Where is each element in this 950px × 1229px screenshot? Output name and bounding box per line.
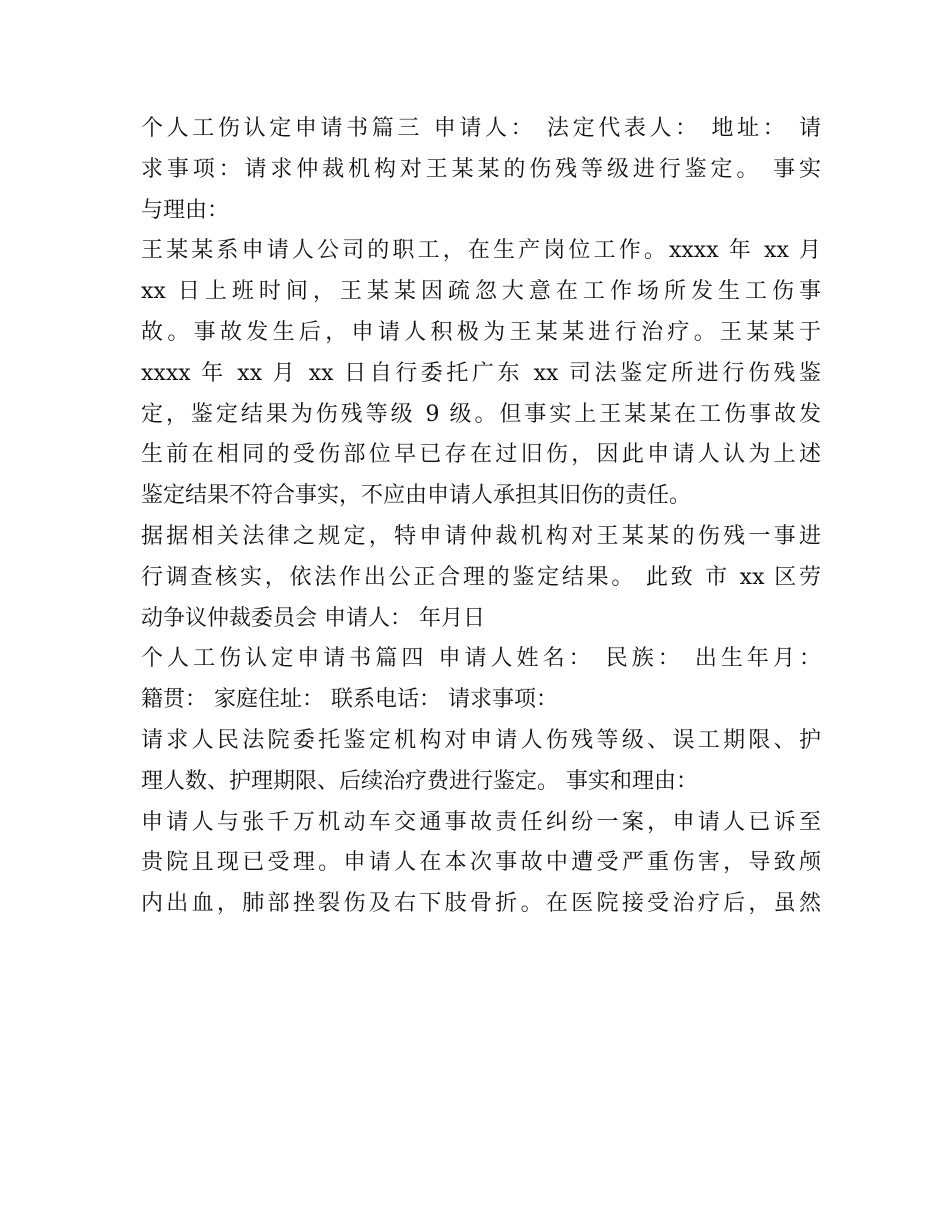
text-line: xx 日上班时间，王某某因疏忽大意在工作场所发生工伤事: [141, 279, 821, 305]
text-line: 个人工伤认定申请书篇四 申请人姓名： 民族： 出生年月：: [141, 646, 821, 672]
text-line: 动争议仲裁委员会 申请人： 年月日: [141, 605, 485, 631]
text-line: 理人数、护理期限、后续治疗费进行鉴定。 事实和理由：: [141, 768, 698, 794]
text-line: 定，鉴定结果为伤残等级 9 级。但事实上王某某在工伤事故发: [141, 401, 821, 427]
text-line: 内出血，肺部挫裂伤及右下肢骨折。在医院接受治疗后，虽然: [141, 891, 821, 917]
text-line: 求事项：请求仲裁机构对王某某的伤残等级进行鉴定。 事实: [141, 156, 821, 182]
text-line: 贵院且现已受理。申请人在本次事故中遭受严重伤害，导致颅: [141, 850, 821, 876]
text-line: 个人工伤认定申请书篇三 申请人： 法定代表人： 地址： 请: [141, 116, 821, 141]
document-body: [141, 109, 821, 925]
text-line: 申请人与张千万机动车交通事故责任纠纷一案，申请人已诉至: [141, 809, 821, 835]
text-line: 请求人民法院委托鉴定机构对申请人伤残等级、误工期限、护: [141, 727, 821, 753]
text-line: 生前在相同的受伤部位早已存在过旧伤，因此申请人认为上述: [141, 442, 821, 468]
text-line: 王某某系申请人公司的职工，在生产岗位工作。xxxx 年 xx 月: [141, 238, 821, 264]
text-line: xxxx 年 xx 月 xx 日自行委托广东 xx 司法鉴定所进行伤残鉴: [141, 360, 821, 386]
text-line: 与理由：: [141, 197, 230, 223]
text-line: 鉴定结果不符合事实，不应由申请人承担其旧伤的责任。: [141, 483, 692, 509]
text-line: 籍贯： 家庭住址： 联系电话： 请求事项：: [141, 687, 558, 713]
text-line: 故。事故发生后，申请人积极为王某某进行治疗。王某某于: [141, 319, 821, 345]
text-line: 据据相关法律之规定，特申请仲裁机构对王某某的伤残一事进: [141, 523, 821, 549]
text-line: 行调查核实，依法作出公正合理的鉴定结果。 此致 市 xx 区劳: [141, 564, 821, 590]
